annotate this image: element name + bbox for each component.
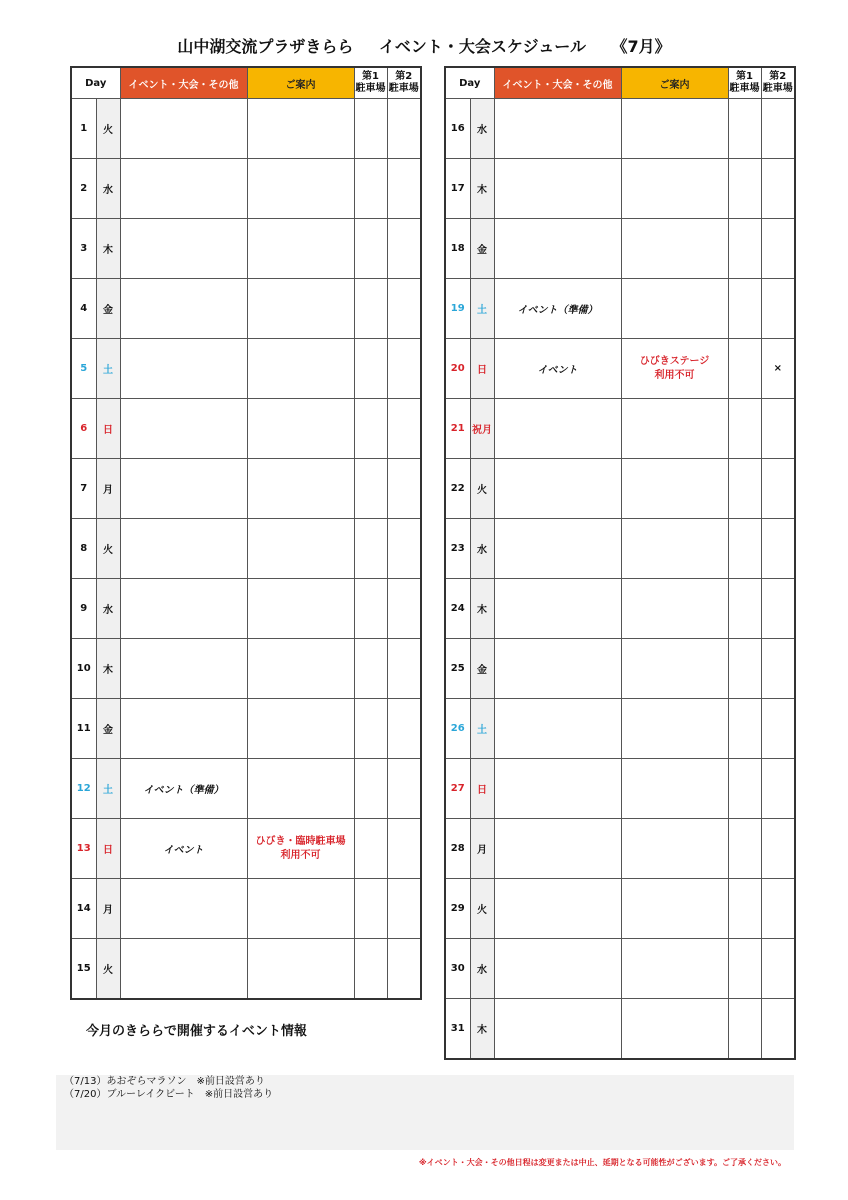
event-cell	[494, 519, 621, 579]
day-row	[445, 999, 795, 1060]
weekday: 金	[96, 279, 120, 339]
info-cell	[621, 579, 728, 639]
day-number: 2	[71, 159, 96, 219]
info-cell	[621, 819, 728, 879]
parking1-header: 第1 駐車場	[728, 67, 761, 99]
parking2-cell	[761, 939, 795, 999]
weekday: 日	[470, 339, 494, 399]
parking2-cell	[387, 639, 421, 699]
day-number: 22	[445, 459, 470, 519]
event-cell	[494, 819, 621, 879]
info-line-2: 利用不可	[654, 369, 695, 381]
parking1-cell	[728, 999, 761, 1060]
info-cell	[247, 219, 354, 279]
day-number: 21	[445, 399, 470, 459]
event-cell	[120, 519, 247, 579]
weekday: 日	[96, 819, 120, 879]
weekday: 土	[96, 759, 120, 819]
parking1-cell	[354, 99, 387, 159]
parking1-cell	[728, 579, 761, 639]
info-cell	[621, 339, 728, 399]
day-number: 14	[71, 879, 96, 939]
weekday: 水	[470, 939, 494, 999]
info-cell	[621, 99, 728, 159]
parking1-cell	[354, 759, 387, 819]
info-line-1: ひびきステージ	[639, 355, 710, 367]
parking2-cell	[761, 99, 795, 159]
parking2-cell	[387, 699, 421, 759]
weekday: 火	[470, 879, 494, 939]
parking1-cell	[728, 699, 761, 759]
day-row	[445, 579, 795, 639]
day-number: 29	[445, 879, 470, 939]
info-cell	[247, 339, 354, 399]
event-cell: イベント（準備）	[494, 279, 621, 339]
header-row	[445, 67, 795, 99]
parking1-cell	[728, 519, 761, 579]
event-cell	[494, 699, 621, 759]
info-cell	[247, 759, 354, 819]
day-number: 16	[445, 99, 470, 159]
title-venue: 山中湖交流プラザきらら	[177, 37, 354, 56]
info-cell	[621, 399, 728, 459]
schedule-table-left	[70, 66, 422, 1000]
parking2-cell	[387, 99, 421, 159]
event-cell: イベント	[494, 339, 621, 399]
event-cell	[494, 999, 621, 1060]
info-cell	[621, 639, 728, 699]
info-cell	[247, 159, 354, 219]
day-number: 5	[71, 339, 96, 399]
day-row	[445, 699, 795, 759]
event-cell	[120, 219, 247, 279]
weekday: 火	[470, 459, 494, 519]
weekday: 火	[96, 519, 120, 579]
day-number: 12	[71, 759, 96, 819]
parking1-cell	[354, 279, 387, 339]
weekday: 木	[96, 219, 120, 279]
parking1-cell	[354, 459, 387, 519]
info-cell	[247, 639, 354, 699]
info-cell	[621, 939, 728, 999]
weekday: 日	[470, 759, 494, 819]
weekday: 日	[96, 399, 120, 459]
day-number: 25	[445, 639, 470, 699]
parking2-cell	[761, 279, 795, 339]
day-row	[71, 579, 421, 639]
weekday: 金	[470, 639, 494, 699]
info-cell	[621, 219, 728, 279]
event-cell	[494, 939, 621, 999]
day-row	[71, 699, 421, 759]
parking1-cell	[728, 219, 761, 279]
day-number: 23	[445, 519, 470, 579]
day-row	[71, 279, 421, 339]
parking2-cell	[761, 699, 795, 759]
day-number: 1	[71, 99, 96, 159]
event-cell: イベント	[120, 819, 247, 879]
day-row	[71, 159, 421, 219]
parking2-cell: ×	[761, 339, 795, 399]
event-cell	[494, 579, 621, 639]
parking1-cell	[354, 579, 387, 639]
parking2-cell	[761, 579, 795, 639]
day-number: 19	[445, 279, 470, 339]
day-row	[71, 519, 421, 579]
event-info-line: （7/20）ブルーレイクビート ※前日設営あり	[64, 1089, 274, 1100]
day-number: 27	[445, 759, 470, 819]
schedule-table-right	[444, 66, 796, 1060]
info-cell	[247, 939, 354, 1000]
weekday: 土	[470, 699, 494, 759]
parking1-cell	[354, 519, 387, 579]
parking1-cell	[728, 879, 761, 939]
info-cell	[621, 879, 728, 939]
info-line-1: ひびき・臨時駐車場	[255, 835, 346, 847]
info-cell	[621, 159, 728, 219]
event-info-box	[56, 1075, 794, 1150]
event-cell	[494, 159, 621, 219]
event-info-line: （7/13）あおぞらマラソン ※前日設営あり	[64, 1076, 265, 1087]
info-cell	[621, 519, 728, 579]
parking1-cell	[728, 819, 761, 879]
event-cell	[494, 399, 621, 459]
weekday: 金	[470, 219, 494, 279]
day-row	[445, 219, 795, 279]
day-number: 6	[71, 399, 96, 459]
info-header: ご案内	[247, 67, 354, 99]
day-row	[445, 459, 795, 519]
info-cell	[247, 699, 354, 759]
weekday: 土	[96, 339, 120, 399]
day-number: 30	[445, 939, 470, 999]
parking2-cell	[387, 219, 421, 279]
day-number: 10	[71, 639, 96, 699]
parking2-cell	[387, 879, 421, 939]
parking1-cell	[354, 339, 387, 399]
day-number: 3	[71, 219, 96, 279]
parking2-cell	[387, 519, 421, 579]
info-cell	[621, 279, 728, 339]
parking1-cell	[354, 399, 387, 459]
disclaimer-note: ※イベント・大会・その他日程は変更または中止、延期となる可能性がございます。ご了承ください。	[418, 1158, 786, 1167]
event-cell	[120, 639, 247, 699]
day-row	[445, 159, 795, 219]
event-cell: イベント（準備）	[120, 759, 247, 819]
parking2-cell	[761, 999, 795, 1060]
event-cell	[494, 99, 621, 159]
parking2-cell	[761, 819, 795, 879]
weekday: 木	[470, 999, 494, 1060]
parking1-header: 第1 駐車場	[354, 67, 387, 99]
parking1-cell	[728, 399, 761, 459]
info-header: ご案内	[621, 67, 728, 99]
day-row	[71, 339, 421, 399]
day-row	[445, 879, 795, 939]
event-cell	[120, 579, 247, 639]
weekday: 火	[96, 939, 120, 1000]
day-row	[445, 939, 795, 999]
event-cell	[120, 99, 247, 159]
event-cell	[120, 159, 247, 219]
event-cell	[494, 759, 621, 819]
event-cell	[494, 219, 621, 279]
day-row	[445, 339, 795, 399]
weekday: 火	[96, 99, 120, 159]
event-cell	[120, 879, 247, 939]
weekday: 木	[470, 579, 494, 639]
parking2-cell	[761, 759, 795, 819]
event-cell	[120, 699, 247, 759]
event-cell	[120, 279, 247, 339]
parking2-cell	[761, 459, 795, 519]
parking1-cell	[728, 159, 761, 219]
title-schedule: イベント・大会スケジュール	[378, 37, 586, 56]
day-row	[71, 639, 421, 699]
parking2-cell	[761, 879, 795, 939]
parking2-cell	[387, 579, 421, 639]
info-cell	[621, 759, 728, 819]
day-number: 8	[71, 519, 96, 579]
day-number: 28	[445, 819, 470, 879]
day-number: 31	[445, 999, 470, 1060]
parking1-cell	[354, 939, 387, 1000]
day-row	[71, 819, 421, 879]
day-row	[71, 219, 421, 279]
day-row	[71, 939, 421, 1000]
day-row	[71, 99, 421, 159]
parking2-cell	[387, 279, 421, 339]
weekday: 土	[470, 279, 494, 339]
event-cell	[494, 459, 621, 519]
info-cell	[247, 879, 354, 939]
event-cell	[494, 879, 621, 939]
info-line-2: 利用不可	[280, 849, 321, 861]
event-cell	[120, 339, 247, 399]
parking1-cell	[728, 339, 761, 399]
parking2-cell	[387, 819, 421, 879]
parking1-cell	[354, 159, 387, 219]
parking2-cell	[387, 339, 421, 399]
weekday: 木	[470, 159, 494, 219]
event-cell	[494, 639, 621, 699]
parking1-cell	[728, 279, 761, 339]
day-row	[445, 399, 795, 459]
day-row	[71, 879, 421, 939]
parking2-cell	[761, 519, 795, 579]
parking1-cell	[728, 759, 761, 819]
event-header: イベント・大会・その他	[120, 67, 247, 99]
event-info-heading: 今月のきららで開催するイベント情報	[86, 1024, 307, 1039]
page-title	[0, 34, 848, 57]
day-row	[445, 639, 795, 699]
weekday: 祝月	[470, 399, 494, 459]
info-cell	[247, 519, 354, 579]
info-cell	[621, 699, 728, 759]
weekday: 金	[96, 699, 120, 759]
day-row	[71, 459, 421, 519]
day-number: 20	[445, 339, 470, 399]
day-row	[445, 819, 795, 879]
parking1-cell	[354, 219, 387, 279]
parking2-cell	[387, 939, 421, 1000]
parking2-cell	[387, 459, 421, 519]
parking2-header: 第2 駐車場	[387, 67, 421, 99]
parking1-cell	[728, 939, 761, 999]
title-month: 《7月》	[611, 37, 671, 56]
info-cell	[247, 99, 354, 159]
info-cell	[621, 459, 728, 519]
day-number: 13	[71, 819, 96, 879]
day-number: 24	[445, 579, 470, 639]
header-row	[71, 67, 421, 99]
parking1-cell	[728, 639, 761, 699]
parking1-cell	[728, 99, 761, 159]
day-number: 11	[71, 699, 96, 759]
weekday: 水	[96, 159, 120, 219]
parking2-cell	[387, 759, 421, 819]
day-number: 9	[71, 579, 96, 639]
info-cell	[247, 399, 354, 459]
day-header: Day	[445, 67, 494, 99]
event-cell	[120, 399, 247, 459]
weekday: 水	[470, 519, 494, 579]
day-header: Day	[71, 67, 120, 99]
parking1-cell	[354, 639, 387, 699]
weekday: 月	[96, 459, 120, 519]
info-cell	[247, 279, 354, 339]
day-number: 15	[71, 939, 96, 1000]
parking2-cell	[387, 159, 421, 219]
day-row	[445, 519, 795, 579]
weekday: 水	[96, 579, 120, 639]
parking2-cell	[761, 399, 795, 459]
parking1-cell	[354, 699, 387, 759]
parking2-cell	[761, 219, 795, 279]
weekday: 水	[470, 99, 494, 159]
day-number: 17	[445, 159, 470, 219]
day-number: 4	[71, 279, 96, 339]
event-cell	[120, 939, 247, 1000]
weekday: 月	[470, 819, 494, 879]
parking2-cell	[761, 159, 795, 219]
day-row	[445, 99, 795, 159]
day-number: 26	[445, 699, 470, 759]
day-number: 18	[445, 219, 470, 279]
parking2-header: 第2 駐車場	[761, 67, 795, 99]
parking2-cell	[761, 639, 795, 699]
info-cell	[247, 819, 354, 879]
event-header: イベント・大会・その他	[494, 67, 621, 99]
parking1-cell	[354, 879, 387, 939]
day-row	[445, 759, 795, 819]
day-row	[71, 399, 421, 459]
weekday: 月	[96, 879, 120, 939]
event-cell	[120, 459, 247, 519]
parking1-cell	[354, 819, 387, 879]
info-cell	[247, 579, 354, 639]
day-number: 7	[71, 459, 96, 519]
parking1-cell	[728, 459, 761, 519]
weekday: 木	[96, 639, 120, 699]
day-row	[445, 279, 795, 339]
day-row	[71, 759, 421, 819]
info-cell	[247, 459, 354, 519]
info-cell	[621, 999, 728, 1060]
parking2-cell	[387, 399, 421, 459]
